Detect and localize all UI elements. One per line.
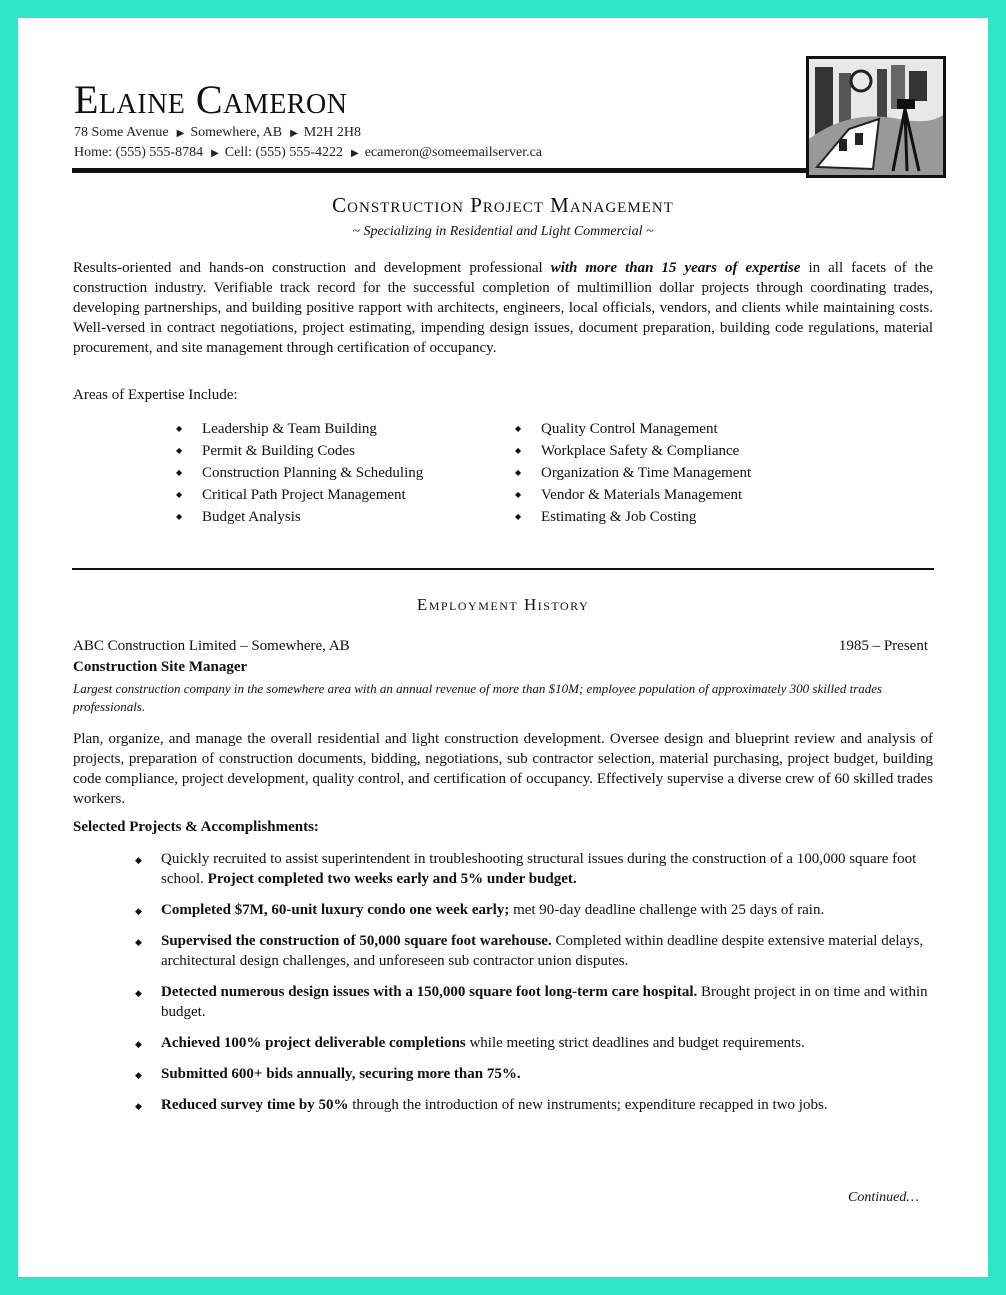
construction-logo-icon — [806, 56, 946, 178]
triangle-bullet-icon: ▶ — [176, 128, 185, 139]
expertise-list-left — [176, 418, 423, 528]
accomplishment-item: ◆ Reduced survey time by 50% through the introduction of new instruments; expenditure recapped in two jobs. — [135, 1095, 935, 1115]
home-phone: Home: (555) 555-8784 — [74, 145, 204, 160]
candidate-name: Elaine Cameron — [74, 77, 348, 122]
accomplishment-item: ◆ Achieved 100% project deliverable completions while meeting strict deadlines and budget requirements. — [135, 1033, 935, 1053]
company-name: ABC Construction Limited – Somewhere, AB — [73, 638, 350, 654]
summary-rest: in all facets of the construction industry. Verifiable track record for the successful completion of multimillion dollar projects through coordinating trades, developing partnerships, and building positive rapport with architects, engineers, local officials, vendors, and clients while maintaining costs. Well-versed in contract negotiations, project estimating, impending design issues, document preparation, building code regulations, material procurement, and site management through certification of occupancy. — [73, 260, 933, 356]
section-rule — [72, 568, 934, 570]
cell-phone: Cell: (555) 555-4222 — [224, 145, 344, 160]
summary-paragraph — [73, 258, 933, 358]
list-item: ◆ Quality Control Management — [515, 418, 751, 440]
header-rule — [72, 168, 934, 173]
accomplishment-item: ◆ Supervised the construction of 50,000 square foot warehouse. Completed within deadline despite extensive material delays, architectural design challenges, and unforeseen sub contractor union disputes. — [135, 931, 935, 971]
list-item: ◆ Construction Planning & Scheduling — [176, 462, 423, 484]
street: 78 Some Avenue — [74, 125, 169, 140]
accomplishment-item: ◆ Detected numerous design issues with a 150,000 square foot long-term care hospital. Brought project in on time and within budget. — [135, 982, 935, 1022]
list-item: ◆ Leadership & Team Building — [176, 418, 423, 440]
address-line — [74, 125, 361, 141]
list-item: ◆ Critical Path Project Management — [176, 484, 423, 506]
accomplishment-item: ◆ Submitted 600+ bids annually, securing more than 75%. — [135, 1064, 935, 1084]
postal-code: M2H 2H8 — [303, 125, 361, 140]
accomplishment-item: ◆ Completed $7M, 60-unit luxury condo one week early; met 90-day deadline challenge with 25 days of rain. — [135, 900, 935, 920]
job-title: Construction Site Manager — [73, 659, 248, 675]
employment-section-title: Employment History — [416, 595, 590, 614]
summary-emphasis: with more than 15 years of expertise — [550, 260, 801, 276]
company-note: Largest construction company in the somewhere area with an annual revenue of more than $10M; employee population of approximately 300 skilled trades professionals. — [73, 681, 883, 714]
city: Somewhere, AB — [190, 125, 283, 140]
continued-note: Continued… — [848, 1190, 919, 1205]
job-description: Plan, organize, and manage the overall residential and light construction development. Oversee design and blueprint review and analysis of projects, preparation of construction documents, bidding, negotiations, sub contractor selection, material purchasing, project budget, building code compliance, project development, quality control, and certification of occupancy. Effectively supervise a diverse crew of 60 skilled trades workers. — [73, 731, 933, 807]
phone-line — [74, 145, 542, 161]
accomplishments-list — [135, 849, 935, 1126]
summary-lead: Results-oriented and hands-on construction and development professional — [73, 260, 551, 276]
triangle-bullet-icon: ▶ — [351, 148, 359, 159]
triangle-bullet-icon: ▶ — [290, 128, 298, 139]
employment-dates: 1985 – Present — [838, 638, 928, 654]
company-row — [73, 638, 928, 655]
list-item: ◆ Workplace Safety & Compliance — [515, 440, 751, 462]
accomplishment-item: ◆ Quickly recruited to assist superintendent in troubleshooting structural issues during the construction of a 100,000 square foot school. Project completed two weeks early and 5% under budget. — [135, 849, 935, 889]
list-item: ◆ Estimating & Job Costing — [515, 506, 751, 528]
triangle-bullet-icon: ▶ — [211, 148, 219, 159]
list-item: ◆ Budget Analysis — [176, 506, 423, 528]
expertise-list-right — [515, 418, 751, 528]
list-item: ◆ Permit & Building Codes — [176, 440, 423, 462]
email[interactable]: ecameron@someemailserver.ca — [364, 145, 543, 160]
expertise-label: Areas of Expertise Include: — [73, 387, 238, 403]
resume-page — [18, 18, 988, 1277]
headline: Construction Project Management — [332, 193, 674, 217]
list-item: ◆ Vendor & Materials Management — [515, 484, 751, 506]
projects-label: Selected Projects & Accomplishments: — [73, 819, 319, 835]
subtitle: ~ Specializing in Residential and Light Commercial ~ — [352, 224, 654, 239]
list-item: ◆ Organization & Time Management — [515, 462, 751, 484]
